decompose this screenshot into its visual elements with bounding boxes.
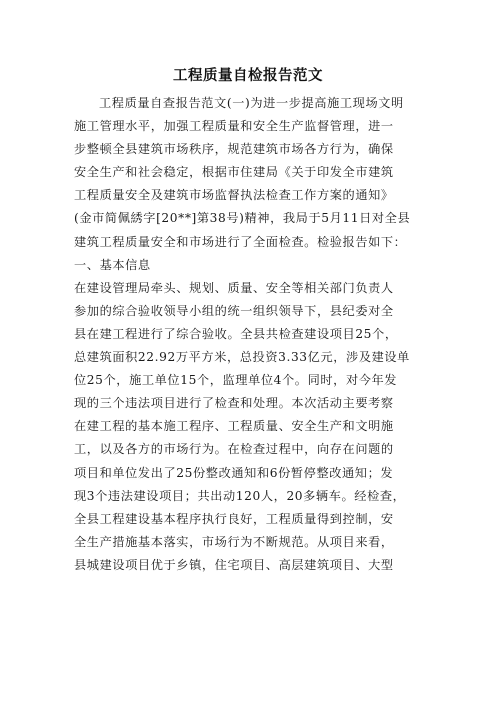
- body-line: 全生产措施基本落实，市场行为不断规范。从项目来看，: [74, 534, 394, 549]
- body-line: 建筑工程质量安全和市场进行了全面检查。检验报告如下：: [74, 234, 407, 249]
- body-line: 全县工程建设基本程序执行良好，工程质量得到控制，安: [74, 511, 394, 526]
- body-line: 在建设管理局牵头、规划、质量、安全等相关部门负责人: [74, 280, 394, 295]
- body-line: 位25个，施工单位15个，监理单位4个。同时，对今年发: [74, 373, 398, 388]
- section-heading: 一、基本信息: [74, 257, 151, 272]
- body-line: 安全生产和社会稳定，根据市住建局《关于印发全市建筑: [74, 165, 394, 180]
- body-line: 施工管理水平，加强工程质量和安全生产监督管理，进一: [74, 119, 394, 134]
- body-line: 项目和单位发出了25份整改通知和6份暂停整改通知；发: [74, 465, 394, 480]
- body-line: 县城建设项目优于乡镇，住宅项目、高层建筑项目、大型: [74, 557, 394, 572]
- body-line: (金市简佩綉字[20**]第38号)精神，我局于5月11日对全县: [74, 211, 411, 226]
- body-line: 参加的综合验收领导小组的统一组织领导下，县纪委对全: [74, 303, 394, 318]
- body-line: 现3个违法建设项目；共出动120人，20多辆车。经检查，: [74, 488, 406, 503]
- body-line: 工程质量自查报告范文(一)为进一步提高施工现场文明: [99, 96, 404, 110]
- body-line: 在建工程的基本施工程序、工程质量、安全生产和文明施: [74, 419, 394, 434]
- body-line: 步整顿全县建筑市场秩序，规范建筑市场各方行为，确保: [74, 142, 394, 157]
- body-line: 总建筑面积22.92万平方米，总投资3.33亿元，涉及建设单: [74, 350, 410, 365]
- body-line: 工，以及各方的市场行为。在检查过程中，向存在问题的: [74, 442, 394, 457]
- body-line: 县在建工程进行了综合验收。全县共检查建设项目25个，: [74, 326, 398, 341]
- document-body: [74, 92, 434, 577]
- body-line: 现的三个违法项目进行了检查和处理。本次活动主要考察: [74, 396, 394, 411]
- body-line: 工程质量安全及建筑市场监督执法检查工作方案的通知》: [74, 188, 394, 203]
- document-title: 工程质量自检报告范文: [173, 68, 323, 84]
